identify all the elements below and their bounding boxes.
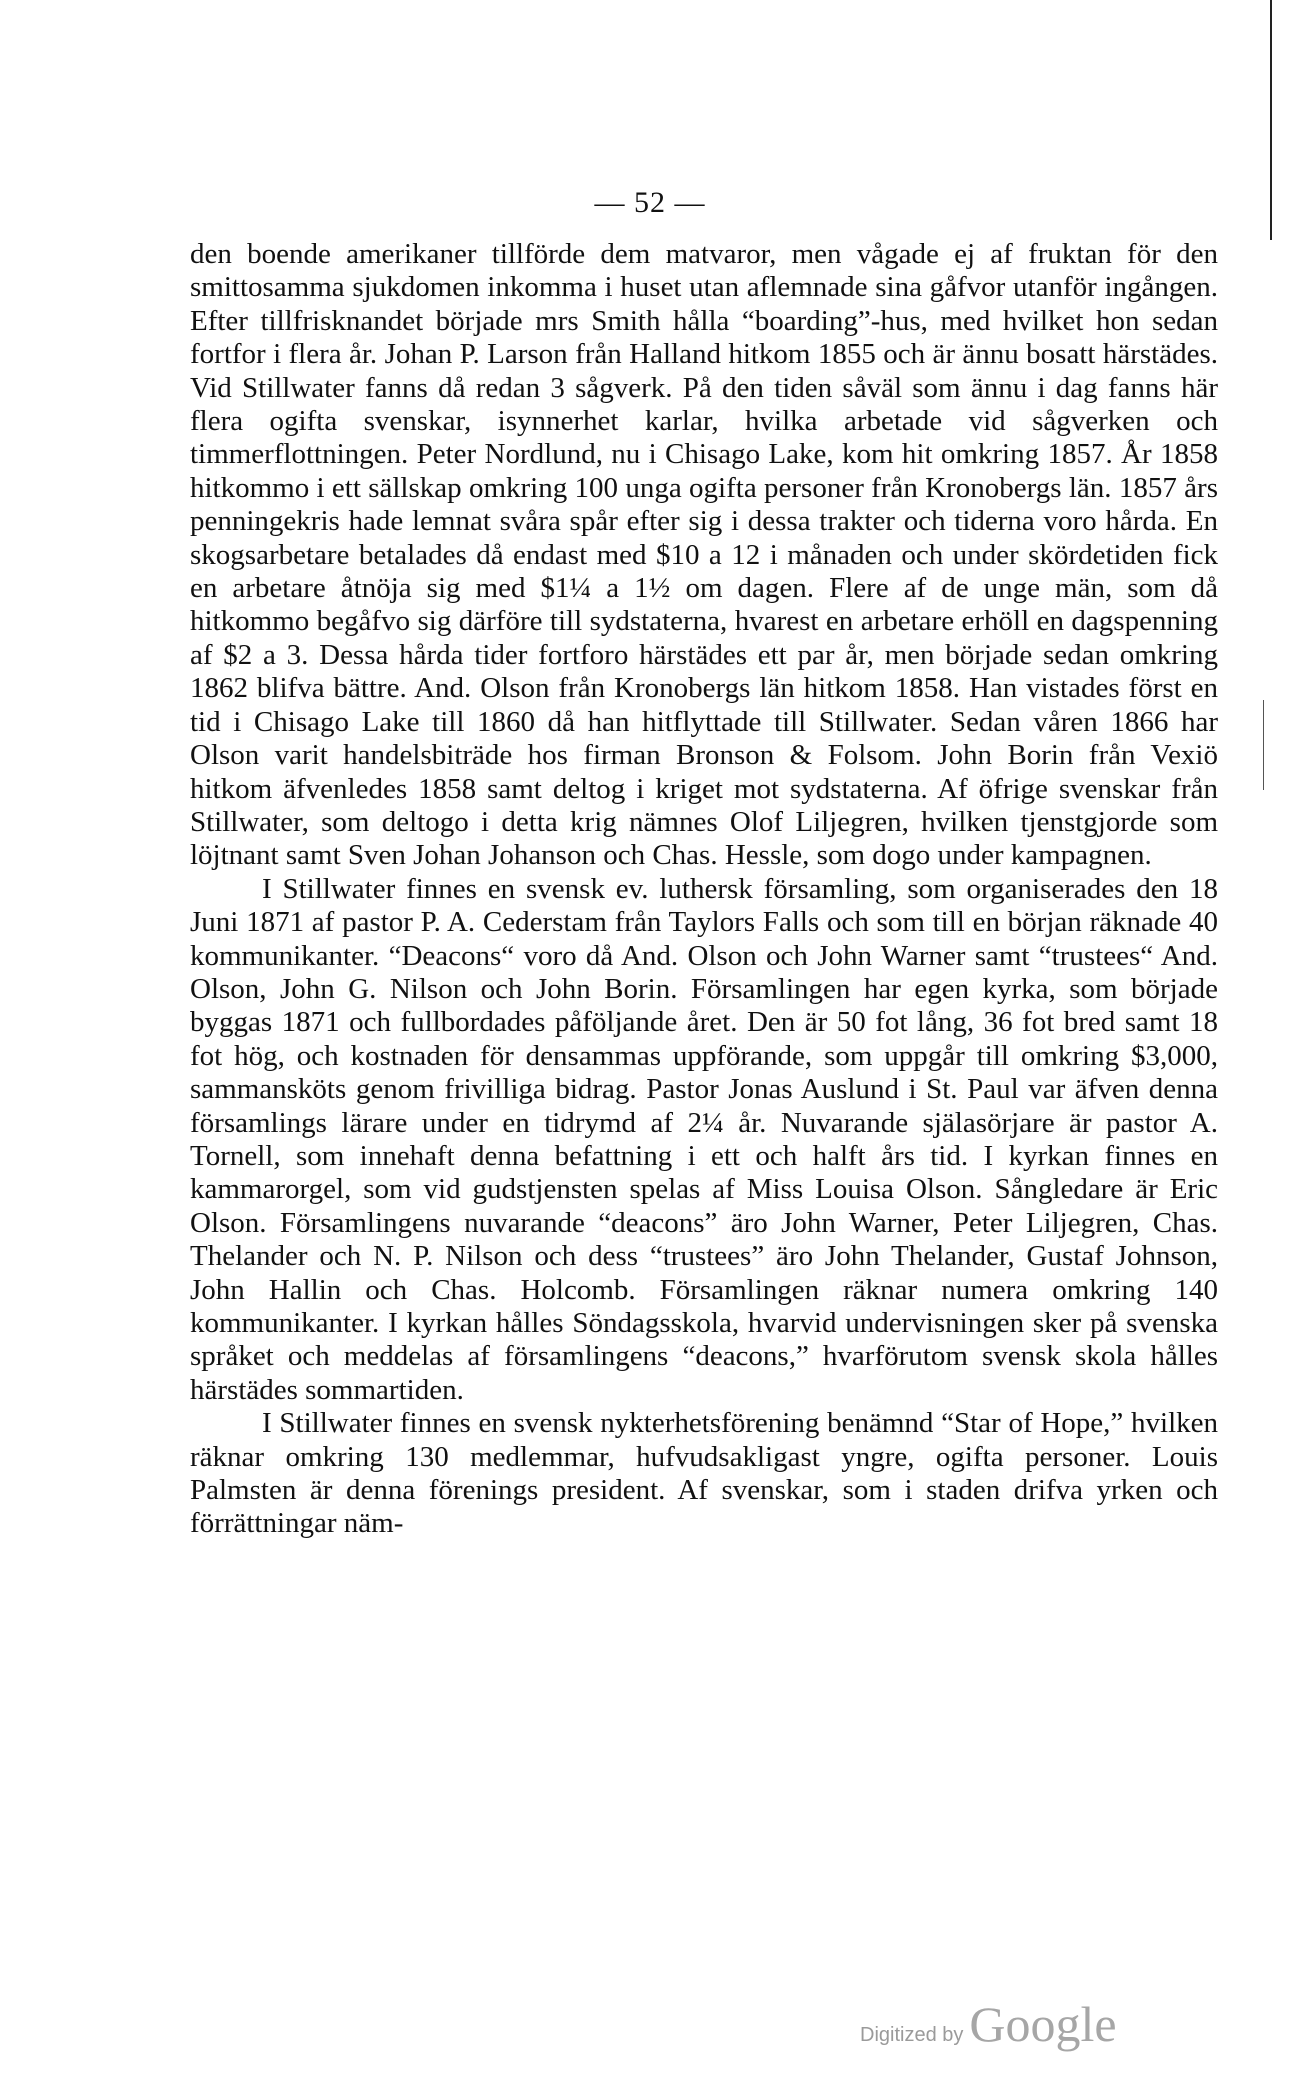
paragraph-3: I Stillwater finnes en svensk nykterhetsförening benämnd “Star of Hope,” hvilken räknar omkring 130 medlemmar, hufvudsakligast yngre, ogifta personer. Louis Palmsten är denna förenings president. Af svenskar, som i staden drifva yrken och förrättningar näm-	[190, 1407, 1218, 1540]
paragraph-2: I Stillwater finnes en svensk ev. luthersk församling, som organiserades den 18 Juni 1871 af pastor P. A. Cederstam från Taylors Falls och som till en början räknade 40 kommunikanter. “Deacons“ voro då And. Olson och John Warner samt “trustees“ And. Olson, John G. Nilson och John Borin. Församlingen har egen kyrka, som började byggas 1871 och fullbordades påföljande året. Den är 50 fot lång, 36 fot bred samt 18 fot hög, och kostnaden för densammas uppförande, som uppgår till omkring $3,000, sammansköts genom frivilliga bidrag. Pastor Jonas Auslund i St. Paul var äfven denna församlings lärare under en tidrymd af 2¼ år. Nuvarande själasörjare är pastor A. Tornell, som innehaft denna befattning i ett och halft års tid. I kyrkan finnes en kammarorgel, som vid gudstjensten spelas af Miss Louisa Olson. Sångledare är Eric Olson. Församlingens nuvarande “deacons” äro John Warner, Peter Liljegren, Chas. Thelander och N. P. Nilson och dess “trustees” äro John Thelander, Gustaf Johnson, John Hallin och Chas. Holcomb. Församlingen räknar numera omkring 140 kommunikanter. I kyrkan hålles Söndagsskola, hvarvid undervisningen sker på svenska språket och meddelas af församlingens “deacons,” hvarförutom svensk skola hålles härstädes sommartiden.	[190, 872, 1218, 1406]
google-watermark	[860, 1995, 1117, 2053]
body-text	[190, 238, 1218, 1541]
page-number: — 52 —	[594, 186, 706, 219]
watermark-prefix: Digitized by	[860, 2024, 964, 2046]
google-logo: Google	[969, 1996, 1117, 2052]
scan-edge-mark	[1263, 700, 1264, 790]
paragraph-1: den boende amerikaner tillförde dem matvaror, men vågade ej af fruktan för den smittosamma sjukdomen inkomma i huset utan aflemnade sina gåfvor utanför ingången. Efter tillfrisknandet började mrs Smith hålla “boarding”-hus, med hvilket hon sedan fortfor i flera år. Johan P. Larson från Halland hitkom 1855 och är ännu bosatt härstädes. Vid Stillwater fanns då redan 3 sågverk. På den tiden såväl som ännu i dag fanns här flera ogifta svenskar, isynnerhet karlar, hvilka arbetade vid sågverken och timmerflottningen. Peter Nordlund, nu i Chisago Lake, kom hit omkring 1857. År 1858 hitkommo i ett sällskap omkring 100 unga ogifta personer från Kronobergs län. 1857 års penningekris hade lemnat svåra spår efter sig i dessa trakter och tiderna voro hårda. En skogsarbetare betalades då endast med $10 a 12 i månaden och under skördetiden fick en arbetare åtnöja sig med $1¼ a 1½ om dagen. Flere af de unge män, som då hitkommo begåfvo sig därföre till sydstaterna, hvarest en arbetare erhöll en dagspenning af $2 a 3. Dessa hårda tider fortforo härstädes ett par år, men började sedan omkring 1862 blifva bättre. And. Olson från Kronobergs län hitkom 1858. Han vistades först en tid i Chisago Lake till 1860 då han hitflyttade till Stillwater. Sedan våren 1866 har Olson varit handelsbiträde hos firman Bronson & Folsom. John Borin från Vexiö hitkom äfvenledes 1858 samt deltog i kriget mot sydstaterna. Af öfrige svenskar från Stillwater, som deltogo i detta krig nämnes Olof Liljegren, hvilken tjenstgjorde som löjtnant samt Sven Johan Johanson och Chas. Hessle, som dogo under kampagnen.	[190, 238, 1218, 872]
